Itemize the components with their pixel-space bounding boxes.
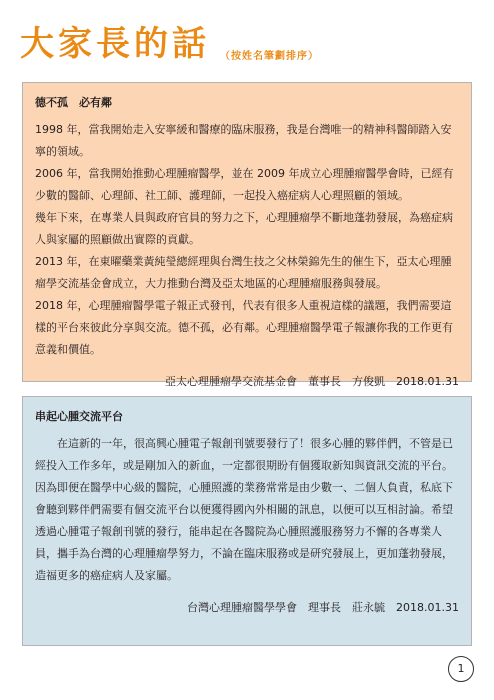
letter-signature: 亞太心理腫瘤學交流基金會 董事長 方俊凱 2018.01.31: [165, 375, 459, 388]
page-title: 大家長的話: [20, 24, 210, 64]
letter-heading: 串起心腫交流平台: [35, 410, 123, 423]
letter-paragraph: 2018 年，心理腫瘤醫學電子報正式發刊，代表有很多人重視這樣的議題，我們需要這樣的平台來彼此分享與交流。德不孤，必有鄰。心理腫瘤醫學電子報讓你我的工作更有意義和價值。: [35, 299, 453, 356]
letter-paragraph: 2013 年，在東曜藥業黃純瑩總經理與台灣生技之父林榮錦先生的催生下，亞太心理腫瘤學交流基金會成立，大力推動台灣及亞太地區的心理腫瘤服務與發展。: [35, 255, 452, 290]
letter-box-president: [22, 396, 472, 646]
letter-paragraph: 2006 年，當我開始推動心理腫瘤醫學，並在 2009 年成立心理腫瘤醫學會時，已經有少數的醫師、心理師、社工師、護理師，一起投入癌症病人心理照顧的領域。: [35, 167, 454, 202]
letter-paragraph: 幾年下來，在專業人員與政府官員的努力之下，心理腫瘤學不斷地蓬勃發展，為癌症病人與家屬的照顧做出實際的貢獻。: [35, 211, 453, 246]
letter-box-chairman: [22, 82, 472, 388]
letter-paragraph: 1998 年，當我開始走入安寧緩和醫療的臨床服務，我是台灣唯一的精神科醫師踏入安寧的領域。: [35, 123, 452, 158]
letter-paragraph: 在這新的一年，很高興心腫電子報創刊號要發行了！很多心腫的夥伴們，不管是已經投入工作多年，或是剛加入的新血，一定都很期盼有個獲取新知與資訊交流的平台。因為即便在醫學中心級的醫院，心腫照護的業務常常是由少數一、二個人負責，私底下會聽到夥伴們需要有個交流平台以便獲得國內外相關的訊息，以便可以互相討論。希望透過心腫電子報創刊號的發行，能串起在各醫院為心腫照護服務努力不懈的各專業人員，攜手為台灣的心理腫瘤學努力，不論在臨床服務或是研究發展上，更加蓬勃發展，造福更多的癌症病人及家屬。: [35, 437, 453, 582]
page-number: 1: [448, 656, 474, 682]
letter-signature: 台灣心理腫瘤醫學學會 理事長 莊永毓 2018.01.31: [187, 601, 459, 614]
letter-heading: 德不孤 必有鄰: [35, 96, 112, 109]
page-subtitle: （按姓名筆劃排序）: [220, 51, 319, 62]
